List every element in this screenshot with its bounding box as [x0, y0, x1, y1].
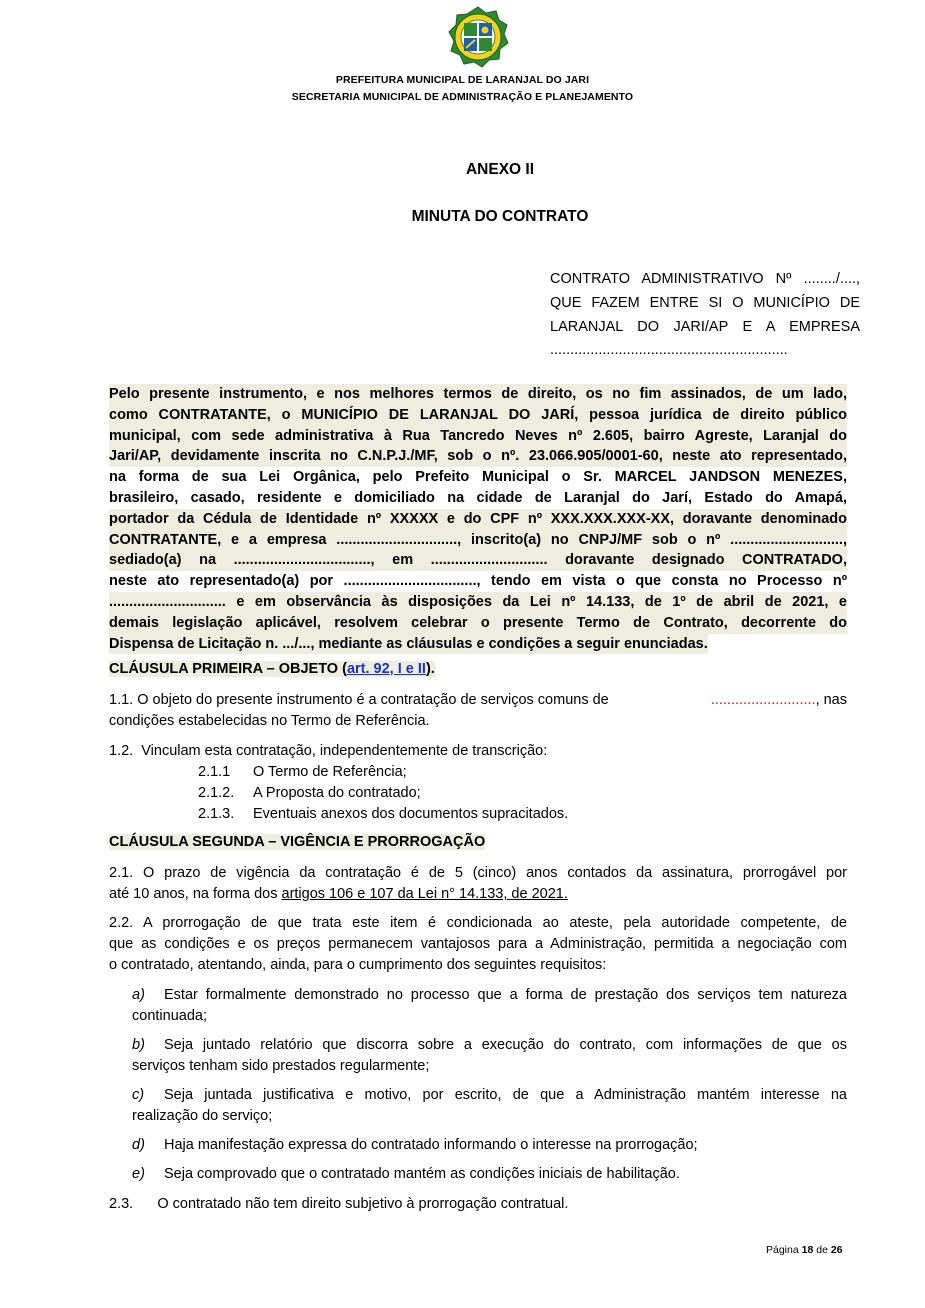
preamble-line: ............................. e em observância às disposições da Lei nº 14.133, de 1º de abril de 2021, e — [109, 592, 847, 613]
subitem-number: 2.1.2. — [198, 785, 235, 801]
preamble-line: na forma de sua Lei Orgânica, pelo Prefeito Municipal o Sr. MARCEL JANDSON MENEZES, — [109, 469, 847, 486]
paragraph-2-2 — [109, 913, 847, 976]
subitem-2-1-2 — [198, 785, 421, 801]
req-letter: e) — [132, 1166, 145, 1182]
req-letter: d) — [132, 1137, 145, 1153]
page-title: ANEXO II — [465, 161, 535, 178]
preamble-line: Pelo presente instrumento, e nos melhores termos de direito, os no fim assinados, de um lado, — [109, 384, 847, 405]
header-prefeitura: PREFEITURA MUNICIPAL DE LARANJAL DO JARI — [335, 74, 590, 86]
preamble-line: portador da Cédula de Identidade nº XXXXX e do CPF nº XXX.XXX.XXX-XX, doravante denominado — [109, 509, 847, 530]
contract-ementa — [550, 268, 860, 363]
subitem-2-1-1 — [198, 764, 407, 780]
requirement-e — [132, 1164, 847, 1185]
p22-line: o contratado, atentando, ainda, para o cumprimento dos seguintes requisitos: — [109, 957, 607, 973]
p11-blank-field: .......................... — [710, 692, 816, 708]
preamble-line: como CONTRATANTE, o MUNICÍPIO DE LARANJAL DO JARÍ, pessoa jurídica de direito público — [109, 405, 847, 426]
req-letter: c) — [132, 1087, 145, 1103]
preamble-line: Jari/AP, devidamente inscrita no C.N.P.J./MF, sob o nº. 23.066.905/0001-60, neste ato representado, — [109, 446, 847, 467]
clause1-heading-text: CLÁUSULA PRIMEIRA – OBJETO ( — [109, 661, 347, 677]
paragraph-2-1 — [109, 863, 847, 905]
page-number — [766, 1244, 843, 1256]
p11-line1 — [109, 690, 847, 711]
preamble-line: demais legislação aplicável, resolvem celebrar o presente Termo de Contrato, decorrente do — [109, 613, 847, 634]
ementa-line: LARANJAL DO JARI/AP E A EMPRESA — [550, 318, 860, 335]
preamble-line: neste ato representado(a) por ................................., tendo em vista o que consta no Processo nº — [109, 573, 847, 590]
art-92-link[interactable]: art. 92, I e II — [346, 661, 426, 677]
subitem-text: Eventuais anexos dos documentos supracitados. — [253, 806, 569, 822]
ementa-line: ........................................................... — [550, 342, 788, 359]
current-page: 18 — [801, 1244, 814, 1256]
req-line: continuada; — [132, 1008, 207, 1024]
preamble-line: Dispensa de Licitação n. .../..., mediante as cláusulas e condições a seguir enunciadas. — [109, 634, 708, 655]
req-line: serviços tenham sido prestados regularmente; — [132, 1058, 430, 1074]
clause1-heading — [109, 661, 435, 677]
ementa-line: QUE FAZEM ENTRE SI O MUNICÍPIO DE — [550, 294, 860, 311]
req-line — [132, 1035, 847, 1056]
page-label: Página — [766, 1244, 799, 1256]
clause1-heading-end: ). — [425, 661, 435, 677]
subitem-number: 2.1.3. — [198, 806, 235, 822]
municipal-coat-of-arms-icon — [447, 6, 509, 68]
subitem-number: 2.1.1 — [198, 764, 231, 780]
req-text: Seja juntado relatório que discorra sobre a execução do contrato, com informações de que os — [164, 1037, 847, 1053]
p22-line: que as condições e os preços permanecem vantajosos para a Administração, permitida a negociação com — [109, 936, 847, 952]
req-line — [132, 985, 847, 1006]
preamble-line: CONTRATANTE, e a empresa .............................., inscrito(a) no CNPJ/MF sob o nº ............................, — [109, 530, 847, 551]
page-of: de — [816, 1244, 828, 1256]
preamble-paragraph — [109, 384, 847, 654]
subitem-2-1-3 — [198, 806, 568, 822]
paragraph-2-3: 2.3. O contratado não tem direito subjetivo à prorrogação contratual. — [109, 1196, 569, 1212]
req-text: Estar formalmente demonstrado no processo que a forma de prestação dos serviços tem natureza — [164, 987, 847, 1003]
law-reference: artigos 106 e 107 da Lei n° 14.133, de 2021. — [281, 886, 568, 902]
requirement-a — [132, 985, 847, 1027]
paragraph-1-2: 1.2. Vinculam esta contratação, independentemente de transcrição: — [109, 743, 548, 759]
header-secretaria: SECRETARIA MUNICIPAL DE ADMINISTRAÇÃO E PLANEJAMENTO — [291, 91, 634, 103]
p22-line: 2.2. A prorrogação de que trata este item é condicionada ao ateste, pela autoridade competente, de — [109, 915, 847, 931]
p11-text: 1.1. O objeto do presente instrumento é a contratação de serviços comuns de — [109, 692, 609, 708]
req-text: Haja manifestação expressa do contratado informando o interesse na prorrogação; — [164, 1137, 698, 1153]
req-line — [132, 1164, 847, 1185]
req-letter: a) — [132, 987, 145, 1003]
subitem-text: A Proposta do contratado; — [253, 785, 421, 801]
paragraph-1-1 — [109, 690, 847, 732]
total-pages: 26 — [830, 1244, 843, 1256]
req-line: realização do serviço; — [132, 1108, 273, 1124]
requirement-c — [132, 1085, 847, 1127]
subitem-text: O Termo de Referência; — [253, 764, 407, 780]
p11-line2: condições estabelecidas no Termo de Referência. — [109, 713, 430, 729]
preamble-line: sediado(a) na .................................., em ............................. doravante designado CONTRATADO, — [109, 550, 847, 571]
req-line — [132, 1135, 847, 1156]
ementa-line: CONTRATO ADMINISTRATIVO Nº ......../...., — [550, 271, 860, 287]
req-text: Seja comprovado que o contratado mantém as condições iniciais de habilitação. — [164, 1166, 680, 1182]
page-subtitle: MINUTA DO CONTRATO — [411, 208, 589, 225]
p11-end: , nas — [815, 692, 847, 708]
preamble-line: municipal, com sede administrativa à Rua Tancredo Neves nº 2.605, bairro Agreste, Laranjal do — [109, 426, 847, 447]
clause2-heading: CLÁUSULA SEGUNDA – VIGÊNCIA E PRORROGAÇÃO — [109, 834, 486, 850]
req-letter: b) — [132, 1037, 145, 1053]
req-line — [132, 1085, 847, 1106]
p21-line2-text: até 10 anos, na forma dos — [109, 886, 282, 902]
p21-line2 — [109, 884, 847, 905]
p21-line1: 2.1. O prazo de vigência da contratação é de 5 (cinco) anos contados da assinatura, prorrogável por — [109, 865, 847, 881]
preamble-line: brasileiro, casado, residente e domiciliado na cidade de Laranjal do Jarí, Estado do Amapá, — [109, 489, 847, 506]
requirement-d — [132, 1135, 847, 1156]
req-text: Seja juntada justificativa e motivo, por escrito, de que a Administração mantém interesse na — [164, 1087, 847, 1103]
requirement-b — [132, 1035, 847, 1077]
